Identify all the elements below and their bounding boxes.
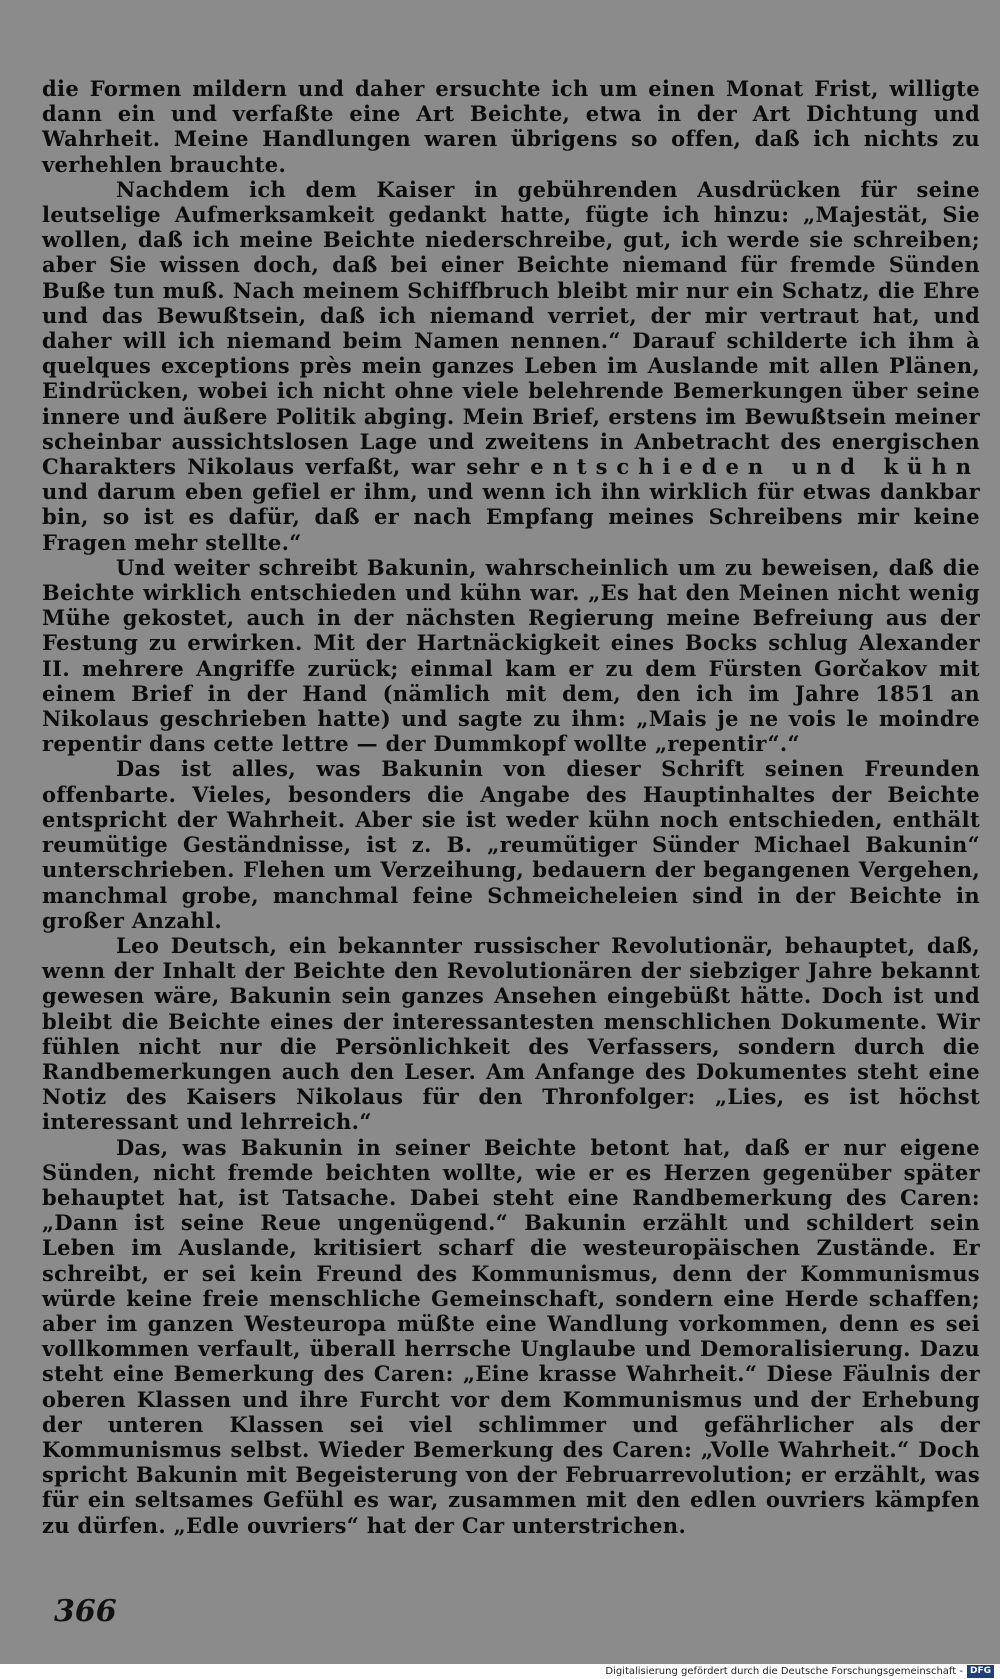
body-text [42,76,980,1538]
paragraph-5: Leo Deutsch, ein bekannter russischer Revolutionär, behauptet, daß, wenn der Inhalt der Beichte den Revolutionären der siebziger Jahre bekannt gewesen wäre, Bakunin sein ganzes Ansehen eingebüßt hätte. Doch ist und bleibt die Beichte eines der interessantesten menschlichen Dokumente. Wir fühlen nicht nur die Persönlichkeit des Verfassers, sondern durch die Randbemerkungen auch den Leser. Am Anfange des Dokumentes steht eine Notiz des Kaisers Nikolaus für den Thronfolger: „Lies, es ist höchst interessant und lehrreich.“ [42,932,980,1135]
spaced-emphasis: entschieden und kühn [530,454,980,480]
paragraph-2-continuation: und darum eben gefiel er ihm, und wenn ich ihn wirklich für etwas dankbar bin, so ist es dafür, daß er nach Empfang meines Schreibens mir keine Fragen mehr stellte.“ [42,479,980,555]
digitization-footer [605,1665,994,1678]
page-number: 366 [54,1594,117,1629]
paragraph-4: Das ist alles, was Bakunin von dieser Schrift seinen Freunden offenbarte. Vieles, besonders die Angabe des Hauptinhaltes der Beichte entspricht der Wahrheit. Aber sie ist weder kühn noch entschieden, enthält reumütige Geständnisse, ist z. B. „reumütiger Sünder Michael Bakunin“ unterschrieben. Flehen um Verzeihung, bedauern der begangenen Vergehen, manchmal grobe, manchmal feine Schmeicheleien sind in der Beichte in großer Anzahl. [42,756,980,933]
paragraph-2-text: Nachdem ich dem Kaiser in gebührenden Ausdrücken für seine leutselige Aufmerksamkeit gedankt hatte, fügte ich hinzu: „Majestät, Sie wollen, daß ich meine Beichte niederschreibe, gut, ich werde sie schreiben; aber Sie wissen doch, daß bei einer Beichte niemand für fremde Sünden Buße tun muß. Nach meinem Schiffbruch bleibt mir nur ein Schatz, die Ehre und das Bewußtsein, daß ich niemand verriet, der mir vertraut hat, und daher will ich niemand beim Namen nennen.“ Darauf schilderte ich ihm à quelques exceptions près mein ganzes Leben im Auslande mit allen Plänen, Eindrücken, wobei ich nicht ohne viele belehrende Bemerkungen über seine innere und äußere Politik abging. Mein Brief, erstens im Bewußtsein meiner scheinbar aussichtslosen Lage und zweitens in Anbetracht des energischen Charakters Nikolaus verfaßt, war sehr [42,176,980,480]
paragraph-3: Und weiter schreibt Bakunin, wahrscheinlich um zu beweisen, daß die Beichte wirklich entschieden und kühn war. „Es hat den Meinen nicht wenig Mühe gekostet, auch in der nächsten Regierung meine Befreiung aus der Festung zu erwirken. Mit der Hartnäckigkeit eines Bocks schlug Alexander II. mehrere Angriffe zurück; einmal kam er zu dem Fürsten Gorčakov mit einem Brief in der Hand (nämlich mit dem, den ich im Jahre 1851 an Nikolaus geschrieben hatte) und sagte zu ihm: „Mais je ne vois le moindre repentir dans cette lettre — der Dummkopf wollte „repentir“.“ [42,554,980,757]
paragraph-6: Das, was Bakunin in seiner Beichte betont hat, daß er nur eigene Sünden, nicht fremde beichten wollte, wie er es Herzen gegenüber später behauptet hat, ist Tatsache. Dabei steht eine Randbemerkung des Caren: „Dann ist seine Reue ungenügend.“ Bakunin erzählt und schildert sein Leben im Auslande, kritisiert scharf die westeuropäischen Zustände. Er schreibt, er sei kein Freund des Kommunismus, denn der Kommunismus würde keine freie menschliche Gemeinschaft, sondern eine Herde schaffen; aber im ganzen Westeuropa müßte eine Wandlung vorkommen, denn es sei vollkommen verfault, überall herrsche Unglaube und Demoralisierung. Dazu steht eine Bemerkung des Caren: „Eine krasse Wahrheit.“ Diese Fäulnis der oberen Klassen und ihre Furcht vor dem Kommunismus und der Erhebung der unteren Klassen sei viel schlimmer und gefährlicher als der Kommunismus selbst. Wieder Bemerkung des Caren: „Volle Wahrheit.“ Doch spricht Bakunin mit Begeisterung von der Februarrevolution; er erzählt, was für ein seltsames Gefühl es war, zusammen mit den edlen ouvriers kämpfen zu dürfen. „Edle ouvriers“ hat der Car unterstrichen. [42,1134,980,1538]
footer-text: Digitalisierung gefördert durch die Deutsche Forschungsgemeinschaft - [605,1666,963,1677]
paragraph-1: die Formen mildern und daher ersuchte ich um einen Monat Frist, willigte dann ein und verfaßte eine Art Beichte, etwa in der Art Dichtung und Wahrheit. Meine Handlungen waren übrigens so offen, daß ich nichts zu verhehlen brauchte. [42,76,980,177]
dfg-logo: DFG [967,1665,994,1678]
paragraph-2 [42,177,980,555]
